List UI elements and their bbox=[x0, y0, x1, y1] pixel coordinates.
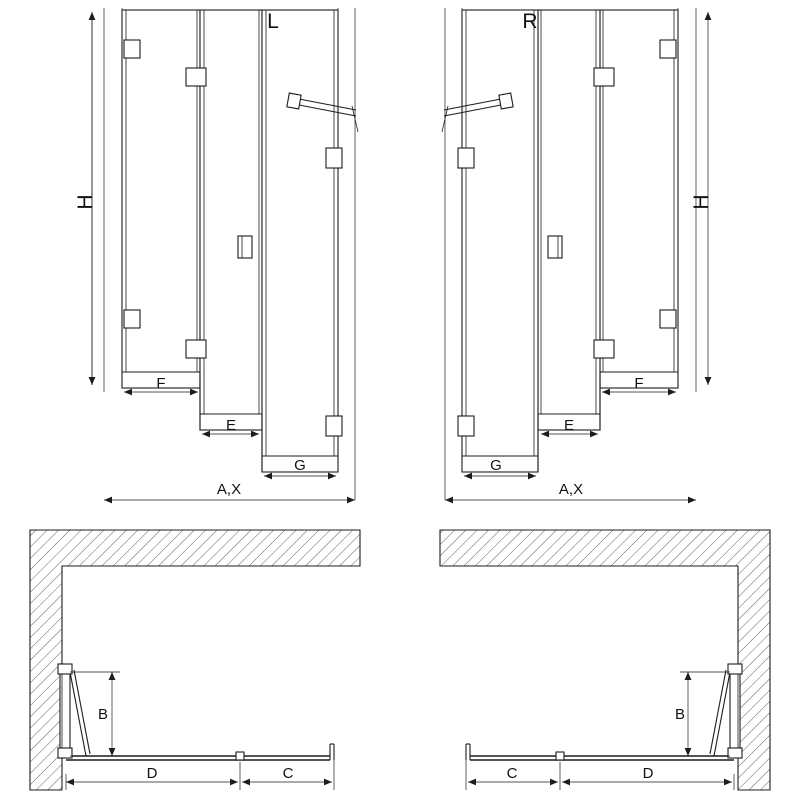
variant-label-left: L bbox=[267, 10, 279, 33]
elevation-left bbox=[74, 8, 358, 503]
label-plan-c-right: C bbox=[506, 765, 518, 782]
label-plan-c-left: C bbox=[282, 765, 294, 782]
label-height-right: H bbox=[690, 194, 713, 210]
dimension-height-right bbox=[690, 12, 713, 385]
label-plan-d-left: D bbox=[146, 765, 158, 782]
label-height-left: H bbox=[74, 194, 97, 210]
glass-panel-g-right bbox=[462, 10, 538, 472]
plan-glass-run-left bbox=[66, 744, 334, 760]
label-depth-right: B bbox=[674, 706, 686, 723]
label-panel-e-right: E bbox=[563, 417, 575, 434]
label-panel-g-left: G bbox=[294, 457, 306, 474]
glass-panel-g-left bbox=[262, 10, 338, 472]
glass-panel-f-right bbox=[600, 10, 678, 388]
plan-door-swing-right bbox=[710, 664, 742, 758]
dimension-plan-widths-left bbox=[66, 748, 334, 790]
label-width-right: A,X bbox=[558, 481, 584, 498]
label-plan-d-right: D bbox=[642, 765, 654, 782]
label-panel-f-left: F bbox=[156, 375, 166, 392]
label-panel-f-right: F bbox=[634, 375, 644, 392]
plan-right bbox=[440, 530, 770, 790]
wall-hatch-right bbox=[440, 530, 770, 790]
label-panel-e-left: E bbox=[225, 417, 237, 434]
plan-left bbox=[30, 530, 360, 790]
dimension-plan-widths-right bbox=[466, 748, 734, 790]
dimension-width-left bbox=[104, 481, 355, 503]
wall-hatch-left bbox=[30, 530, 360, 790]
plan-glass-run-right bbox=[466, 744, 734, 760]
glass-panel-e-left bbox=[200, 10, 262, 430]
variant-label-right: R bbox=[522, 10, 538, 33]
label-width-left: A,X bbox=[216, 481, 242, 498]
plan-door-swing-left bbox=[58, 664, 90, 758]
glass-panel-e-right bbox=[538, 10, 600, 430]
elevation-right bbox=[442, 8, 713, 503]
dimension-width-right bbox=[445, 481, 696, 503]
handle-right bbox=[548, 236, 562, 258]
label-depth-left: B bbox=[97, 706, 109, 723]
dimension-height-left bbox=[74, 12, 97, 385]
handle-left bbox=[238, 236, 252, 258]
glass-panel-f-left bbox=[122, 10, 200, 388]
label-panel-g-right: G bbox=[490, 457, 502, 474]
